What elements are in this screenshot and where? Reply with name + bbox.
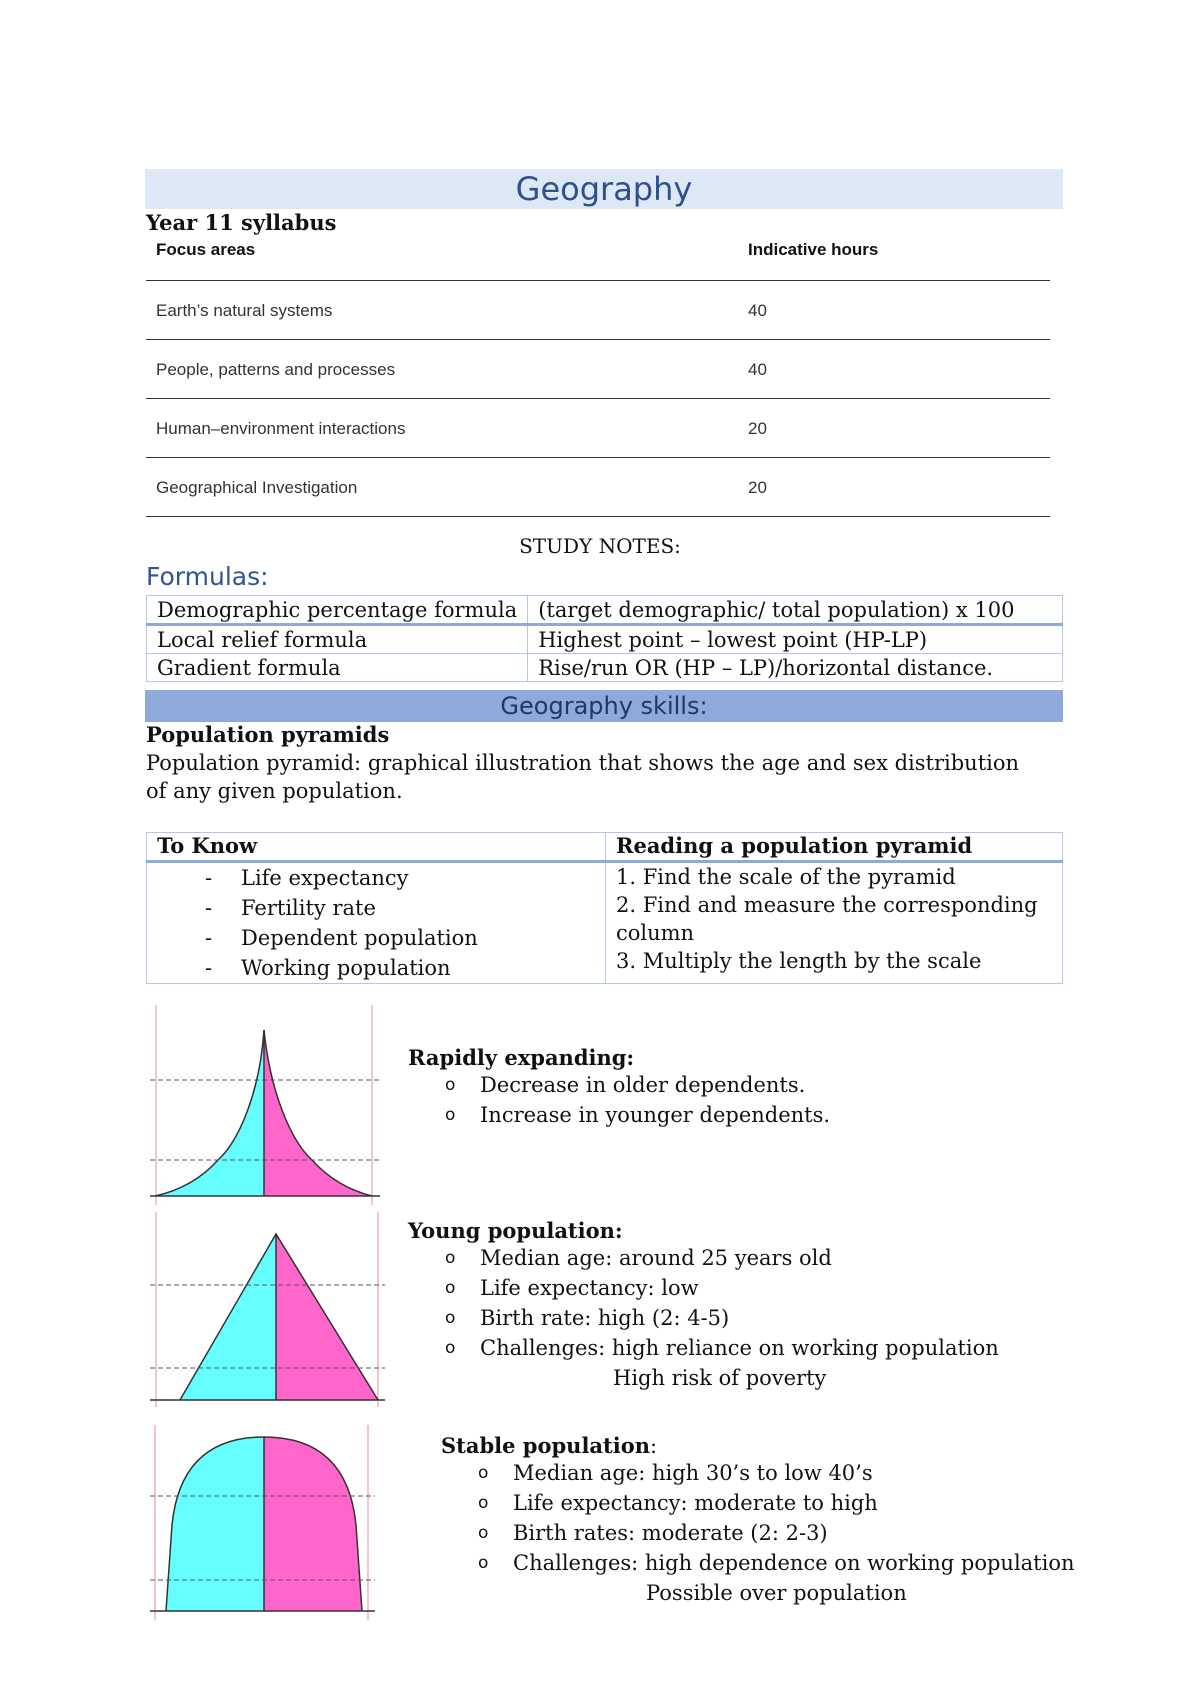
section-heading: Young population:	[408, 1218, 623, 1243]
reading-steps-cell	[606, 862, 1063, 984]
hours: 40	[748, 301, 767, 320]
bullet-marker: o	[445, 1308, 456, 1328]
formula-expression: Rise/run OR (HP – LP)/horizontal distance.	[528, 654, 1063, 682]
list-item	[445, 1333, 999, 1363]
focus-area: Human–environment interactions	[156, 419, 406, 438]
dash-marker: -	[205, 956, 213, 980]
to-know-cell	[147, 862, 606, 984]
list-item-text: Life expectancy: moderate to high	[513, 1491, 878, 1515]
list-item	[445, 1303, 826, 1333]
list-item	[157, 893, 595, 923]
hours: 20	[748, 419, 767, 438]
table-row	[146, 281, 1050, 340]
table-row	[146, 399, 1050, 458]
pyramid-definition: Population pyramid: graphical illustration that shows the age and sex distribution of any given population.	[146, 751, 1020, 803]
list-item-text: Decrease in older dependents.	[480, 1073, 806, 1097]
list-item	[445, 1070, 806, 1100]
syllabus-header-row	[146, 236, 1050, 281]
table-row	[147, 862, 1063, 984]
focus-area: Earth’s natural systems	[156, 301, 333, 320]
list-item	[157, 863, 595, 893]
section-heading	[441, 1433, 907, 1458]
step-item: 1. Find the scale of the pyramid	[616, 865, 956, 889]
list-item-text: Birth rates: moderate (2: 2-3)	[513, 1521, 828, 1545]
bullet-marker: o	[478, 1523, 489, 1543]
stable-population-pyramid-image	[150, 1425, 375, 1620]
pyramids-heading: Population pyramids	[146, 722, 390, 747]
section-heading-text: Stable population	[441, 1433, 650, 1458]
study-notes-heading: STUDY NOTES:	[519, 534, 681, 558]
list-item-text: Median age: high 30’s to low 40’s	[513, 1461, 873, 1485]
formulas-heading: Formulas:	[146, 562, 269, 591]
syllabus-table	[146, 236, 1050, 517]
rapidly-expanding-section	[408, 1045, 831, 1130]
young-population-pyramid-image	[150, 1212, 385, 1407]
bullet-marker: o	[445, 1278, 456, 1298]
list-item-text: Life expectancy	[241, 866, 409, 890]
table-row	[146, 458, 1050, 517]
list-item	[478, 1548, 1075, 1578]
list-item	[157, 953, 595, 983]
step-item: 3. Multiply the length by the scale	[616, 949, 982, 973]
list-item-text: Median age: around 25 years old	[480, 1246, 832, 1270]
list-item-text: Dependent population	[241, 926, 478, 950]
formula-name: Gradient formula	[147, 654, 528, 682]
list-item-text: Challenges: high dependence on working population	[513, 1551, 1075, 1575]
dash-marker: -	[205, 866, 213, 890]
know-table	[146, 832, 1063, 984]
hours: 40	[748, 360, 767, 379]
step-item: 2. Find and measure the corresponding column	[616, 893, 1038, 945]
page-title: Geography	[145, 169, 1063, 209]
table-row	[147, 625, 1063, 654]
list-item-text: Birth rate: high (2: 4-5)	[480, 1306, 730, 1330]
bullet-marker: o	[478, 1493, 489, 1513]
bullet-marker: o	[445, 1248, 456, 1268]
bullet-marker: o	[478, 1553, 489, 1573]
list-item	[445, 1100, 831, 1130]
formula-name: Demographic percentage formula	[147, 596, 528, 625]
list-item	[478, 1518, 907, 1548]
bullet-marker: o	[445, 1105, 456, 1125]
table-row	[147, 654, 1063, 682]
skills-heading: Geography skills:	[145, 690, 1063, 722]
table-header-row	[147, 833, 1063, 862]
table-row	[146, 340, 1050, 399]
list-item-text: Challenges: high reliance on working population	[480, 1336, 999, 1360]
column-header-to-know: To Know	[147, 833, 606, 862]
focus-area: Geographical Investigation	[156, 478, 358, 497]
column-header-reading: Reading a population pyramid	[606, 833, 1063, 862]
stable-population-section	[441, 1433, 1075, 1608]
list-item	[445, 1273, 826, 1303]
bullet-marker: o	[478, 1463, 489, 1483]
focus-area: People, patterns and processes	[156, 360, 396, 379]
section-heading: Rapidly expanding:	[408, 1045, 635, 1070]
continuation-text: High risk of poverty	[613, 1366, 827, 1390]
bullet-marker: o	[445, 1338, 456, 1358]
heading-colon: :	[650, 1434, 658, 1458]
list-item	[478, 1458, 907, 1488]
list-item-text: Increase in younger dependents.	[480, 1103, 831, 1127]
syllabus-subtitle: Year 11 syllabus	[146, 210, 337, 235]
formula-expression: Highest point – lowest point (HP-LP)	[528, 625, 1063, 654]
list-item-text: Life expectancy: low	[480, 1276, 699, 1300]
female-half	[264, 1030, 372, 1196]
list-item-text: Fertility rate	[241, 896, 376, 920]
rapidly-expanding-pyramid-image	[150, 1005, 380, 1205]
formula-name: Local relief formula	[147, 625, 528, 654]
formula-expression: (target demographic/ total population) x 100	[528, 596, 1063, 625]
column-header-hours: Indicative hours	[748, 240, 879, 259]
list-item-text: Working population	[241, 956, 451, 980]
list-item	[445, 1243, 832, 1273]
female-half	[264, 1437, 362, 1611]
dash-marker: -	[205, 896, 213, 920]
hours: 20	[748, 478, 767, 497]
dash-marker: -	[205, 926, 213, 950]
continuation-text: Possible over population	[646, 1581, 907, 1605]
male-half	[155, 1030, 264, 1196]
bullet-marker: o	[445, 1075, 456, 1095]
column-header-focus: Focus areas	[156, 240, 256, 259]
young-population-section	[408, 1218, 999, 1393]
male-half	[166, 1437, 264, 1611]
formula-table	[146, 595, 1063, 682]
list-item	[157, 923, 595, 953]
table-row	[147, 596, 1063, 625]
list-item	[478, 1488, 907, 1518]
